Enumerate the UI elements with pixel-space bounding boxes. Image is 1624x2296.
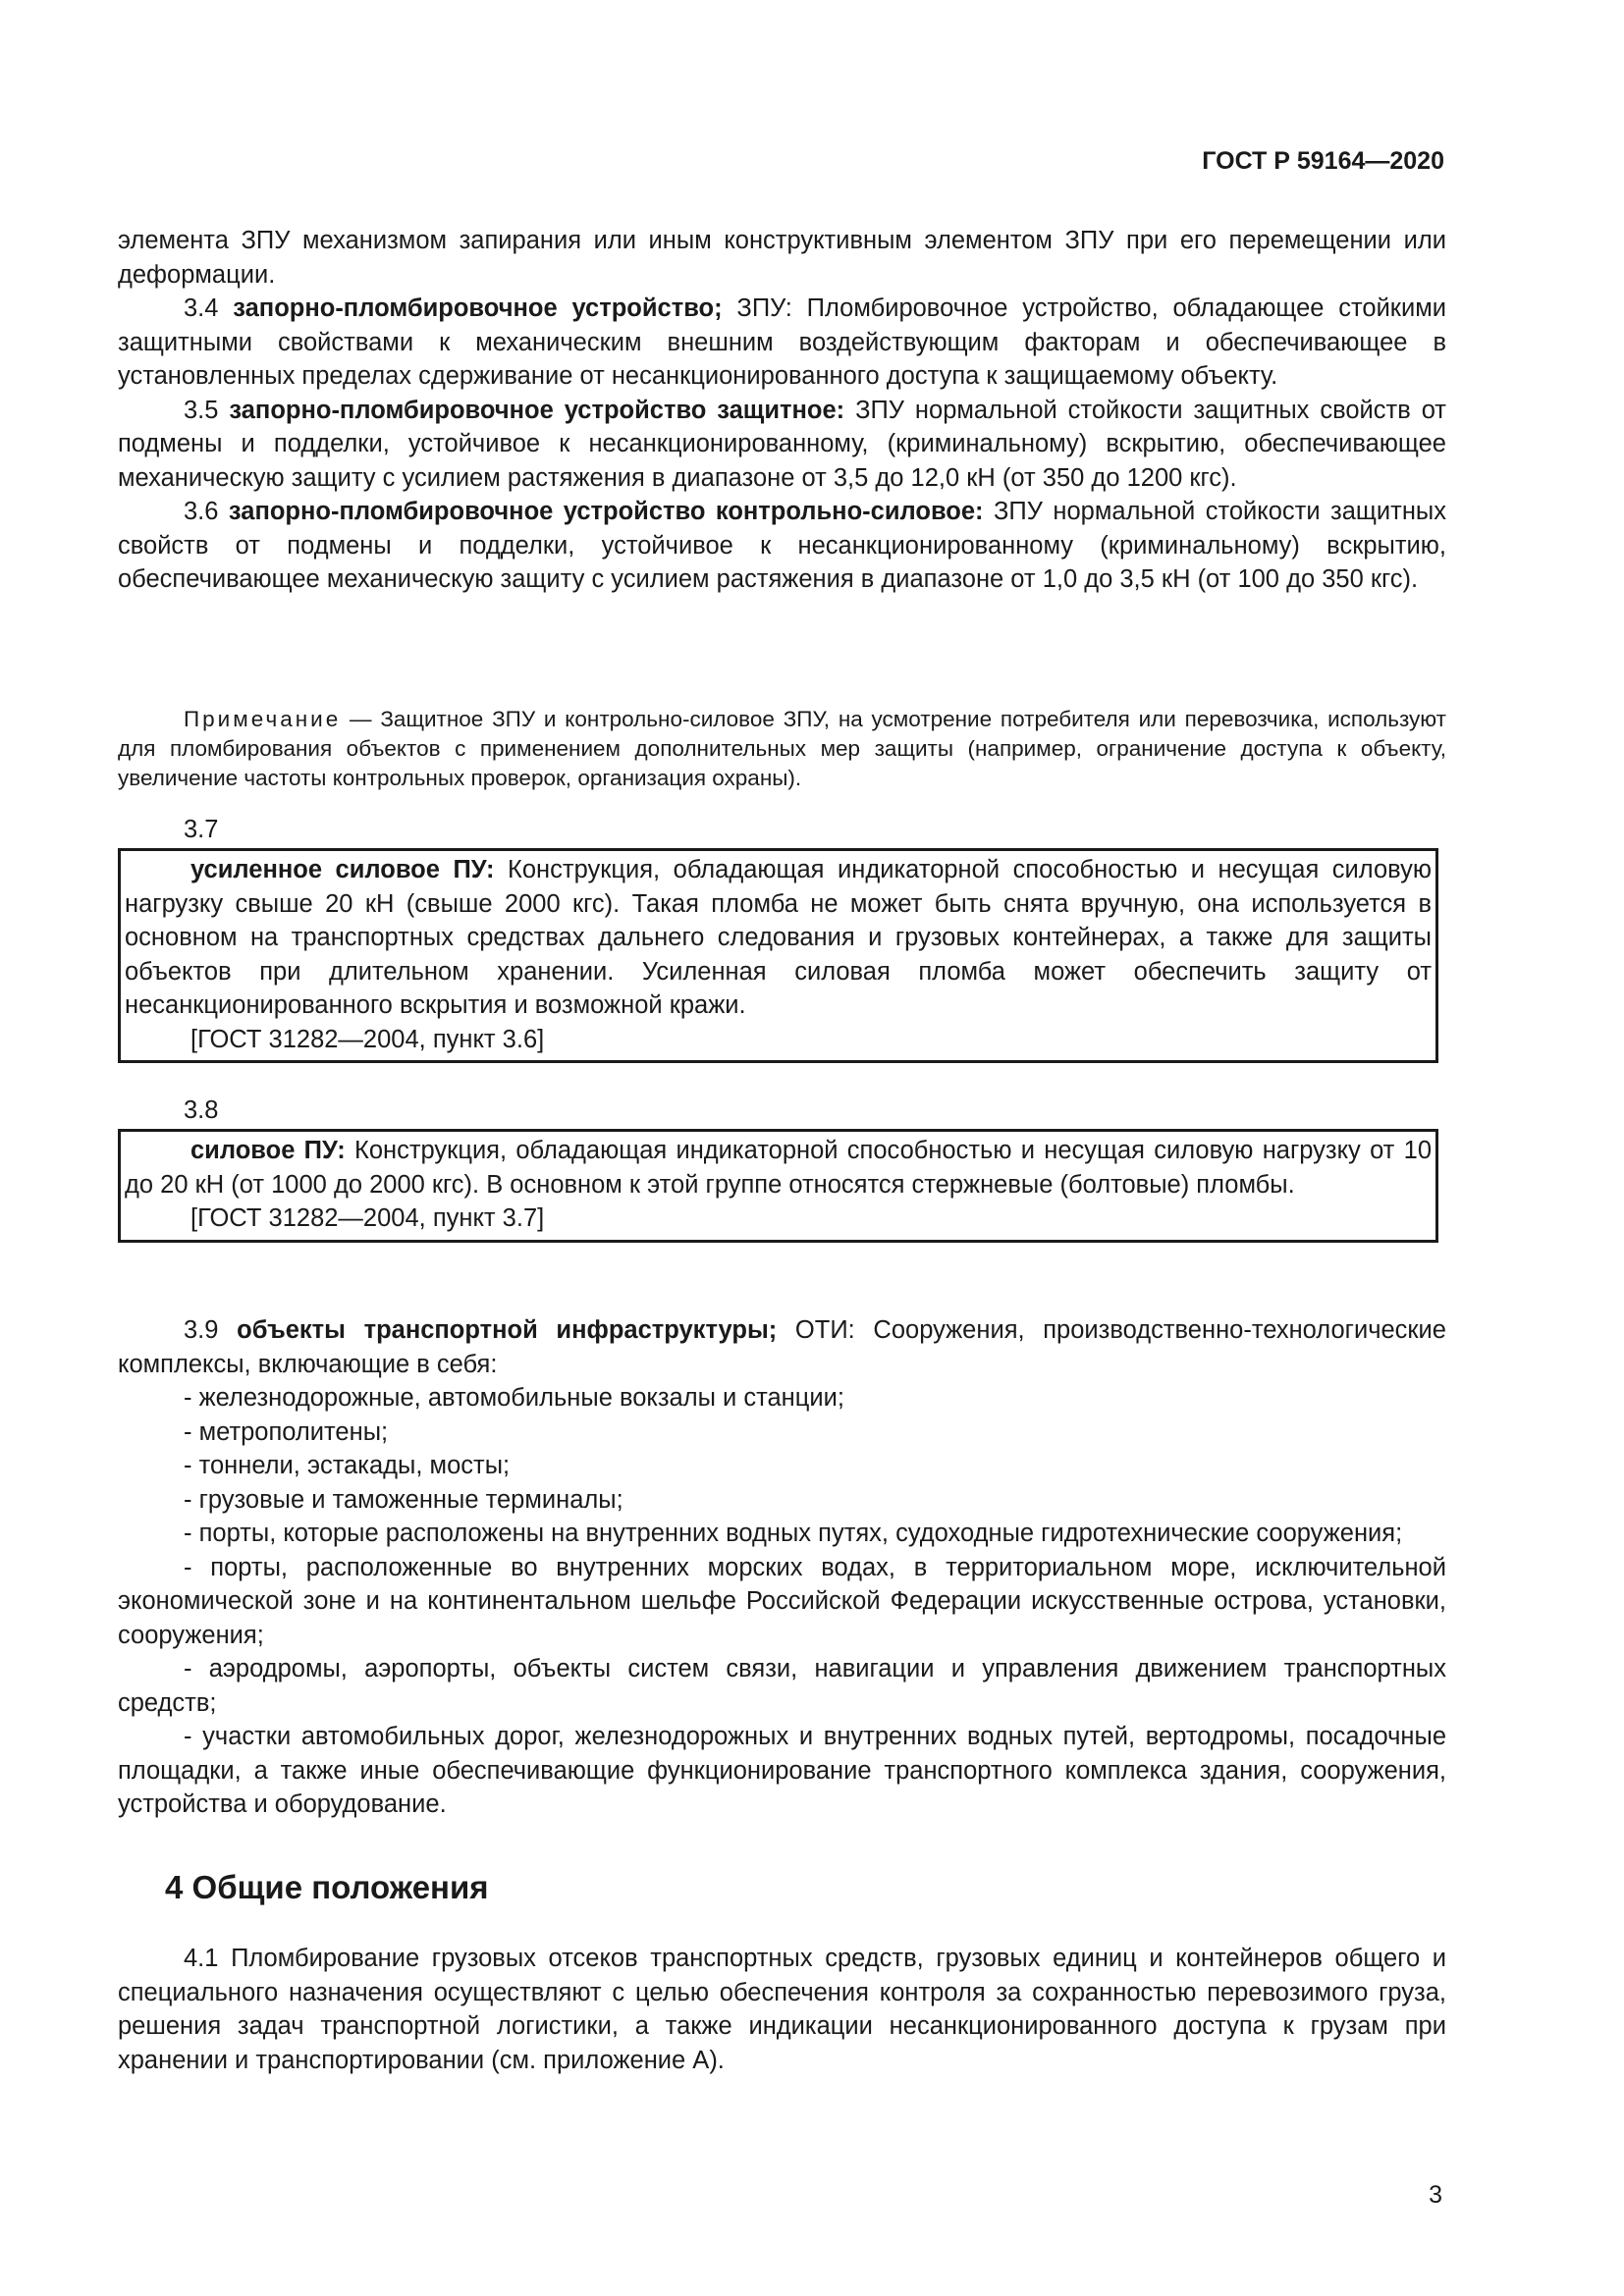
term-3-6: 3.6 запорно-пломбировочное устройство контрольно-силовое: ЗПУ нормальной стойкости защитных свойств от подмены и подделки, устойчивое к несанкционированному (криминальному) вскрытию, обеспечивающее механическую защиту с усилием растяжения в диапазоне от 1,0 до 3,5 кН (от 100 до 350 кгс). — [118, 498, 1446, 593]
note-paragraph — [118, 705, 1446, 793]
term-3-5-text: ЗПУ нормальной стойкости защитных свойств от подмены и подделки, устойчивое к несанкционированному, (криминальному) вскрытию, обеспечивающее механическую защиту с усилием растяжения в диапазоне от 3,5 до 12,0 кН (от 350 до 1200 кгс). — [118, 396, 1446, 492]
page-number: 3 — [1429, 2181, 1442, 2209]
term-3-5: 3.5 запорно-пломбировочное устройство защитное: ЗПУ нормальной стойкости защитных свойств от подмены и подделки, устойчивое к несанкционированному, (криминальному) вскрытию, обеспечивающее механическую защиту с усилием растяжения в диапазоне от 3,5 до 12,0 кН (от 350 до 1200 кгс). — [118, 396, 1446, 492]
term-3-7-title: усиленное силовое ПУ: — [190, 856, 495, 883]
term-3-4: 3.4 запорно-пломбировочное устройство; ЗПУ: Пломбировочное устройство, обладающее стойкими защитными свойствами к механическим внешним воздействующим факторам и обеспечивающее в установленных пределах сдерживание от несанкционированного доступа к защищаемому объекту. — [118, 294, 1446, 390]
term-3-5-title: запорно-пломбировочное устройство защитное: — [229, 396, 845, 424]
list-item: - тоннели, эстакады, мосты; — [184, 1452, 511, 1479]
term-3-6-text: ЗПУ нормальной стойкости защитных свойств от подмены и подделки, устойчивое к несанкционированному (криминальному) вскрытию, обеспечивающее механическую защиту с усилием растяжения в диапазоне от 1,0 до 3,5 кН (от 100 до 350 кгс). — [118, 498, 1446, 593]
list-item: - метрополитены; — [184, 1417, 389, 1446]
term-3-8 — [125, 1134, 1432, 1201]
term-3-7 — [125, 853, 1432, 1023]
list-item: - аэродромы, аэропорты, объекты систем связи, навигации и управления движением транспортных средств; — [118, 1655, 1446, 1717]
term-3-7-number-row — [118, 813, 1446, 847]
list-item: - порты, расположенные во внутренних морских водах, в территориальном море, исключительной экономической зоне и на континентальном шельфе Российской Федерации искусственные острова, установки, сооружения; — [118, 1553, 1446, 1649]
list-item: - порты, которые расположены на внутренних водных путях, судоходные гидротехнические сооружения; — [184, 1520, 1403, 1547]
term-3-9-text: ОТИ: Сооружения, производственно-технологические комплексы, включающие в себя: — [118, 1316, 1446, 1378]
term-3-6-title: запорно-пломбировочное устройство контрольно-силовое: — [228, 498, 984, 525]
term-3-8-number: 3.8 — [184, 1096, 219, 1124]
standard-header: ГОСТ Р 59164—2020 — [1202, 147, 1444, 175]
paragraph-4-1: 4.1 Пломбирование грузовых отсеков транспортных средств, грузовых единиц и контейнеров общего и специального назначения осуществляют с целью обеспечения контроля за сохранностью перевозимого груза, решения задач транспортной логистики, а также индикации несанкционированного доступа к грузам при хранении и транспортировании (см. приложение А). — [118, 1945, 1446, 2074]
intro-paragraph: элемента ЗПУ механизмом запирания или иным конструктивным элементом ЗПУ при его перемещении или деформации. — [118, 227, 1446, 289]
term-3-7-text: Конструкция, обладающая индикаторной способностью и несущая силовую нагрузку свыше 20 кН (свыше 2000 кгс). Такая пломба не может быть снята вручную, она используется в основном на транспортных средствах дальнего следования и грузовых контейнерах, а также для защиты объектов при длительном хранении. Усиленная силовая пломба может обеспечить защиту от несанкционированного вскрытия и возможной кражи. — [125, 856, 1432, 1019]
note-block — [118, 705, 1446, 793]
list-item: - грузовые и таможенные терминалы; — [184, 1485, 623, 1514]
list-item: - участки автомобильных дорог, железнодорожных и внутренних водных путей, вертодромы, посадочные площадки, а также иные обеспечивающие функционирование транспортного комплекса здания, сооружения, устройства и оборудование. — [118, 1723, 1446, 1818]
term-3-4-text: ЗПУ: Пломбировочное устройство, обладающее стойкими защитными свойствами к механическим внешним воздействующим факторам и обеспечивающее в установленных пределах сдерживание от несанкционированного доступа к защищаемому объекту. — [118, 294, 1446, 390]
term-3-9-title: объекты транспортной инфраструктуры; — [237, 1316, 778, 1344]
term-3-9-block — [118, 1313, 1446, 1822]
section-4-body — [118, 1942, 1446, 2077]
term-3-8-number-row — [118, 1094, 1446, 1128]
note-text: — Защитное ЗПУ и контрольно-силовое ЗПУ, на усмотрение потребителя или перевозчика, используют для пломбирования объектов с применением дополнительных мер защиты (например, ограничение доступа к объекту, увеличение частоты контрольных проверок, организация охраны). — [118, 707, 1446, 790]
term-3-9: 3.9 объекты транспортной инфраструктуры; ОТИ: Сооружения, производственно-технологические комплексы, включающие в себя: — [118, 1316, 1446, 1378]
list-item: - железнодорожные, автомобильные вокзалы и станции; — [184, 1384, 844, 1412]
note-label: Примечание — [184, 707, 342, 731]
term-3-7-number: 3.7 — [184, 816, 219, 843]
term-3-8-title: силовое ПУ: — [190, 1137, 346, 1164]
term-3-7-source: [ГОСТ 31282—2004, пункт 3.6] — [190, 1025, 545, 1053]
term-3-8-source: [ГОСТ 31282—2004, пункт 3.7] — [190, 1204, 545, 1232]
term-3-4-title: запорно-пломбировочное устройство; — [233, 294, 723, 322]
section-4-title: 4 Общие положения — [165, 1869, 489, 1905]
term-3-8-text: Конструкция, обладающая индикаторной способностью и несущая силовую нагрузку от 10 до 20 кН (от 1000 до 2000 кгс). В основном к этой группе относятся стержневые (болтовые) пломбы. — [125, 1137, 1432, 1199]
term-3-7-box — [118, 848, 1438, 1063]
term-3-8-box — [118, 1129, 1438, 1243]
definitions-block-1 — [118, 224, 1446, 597]
